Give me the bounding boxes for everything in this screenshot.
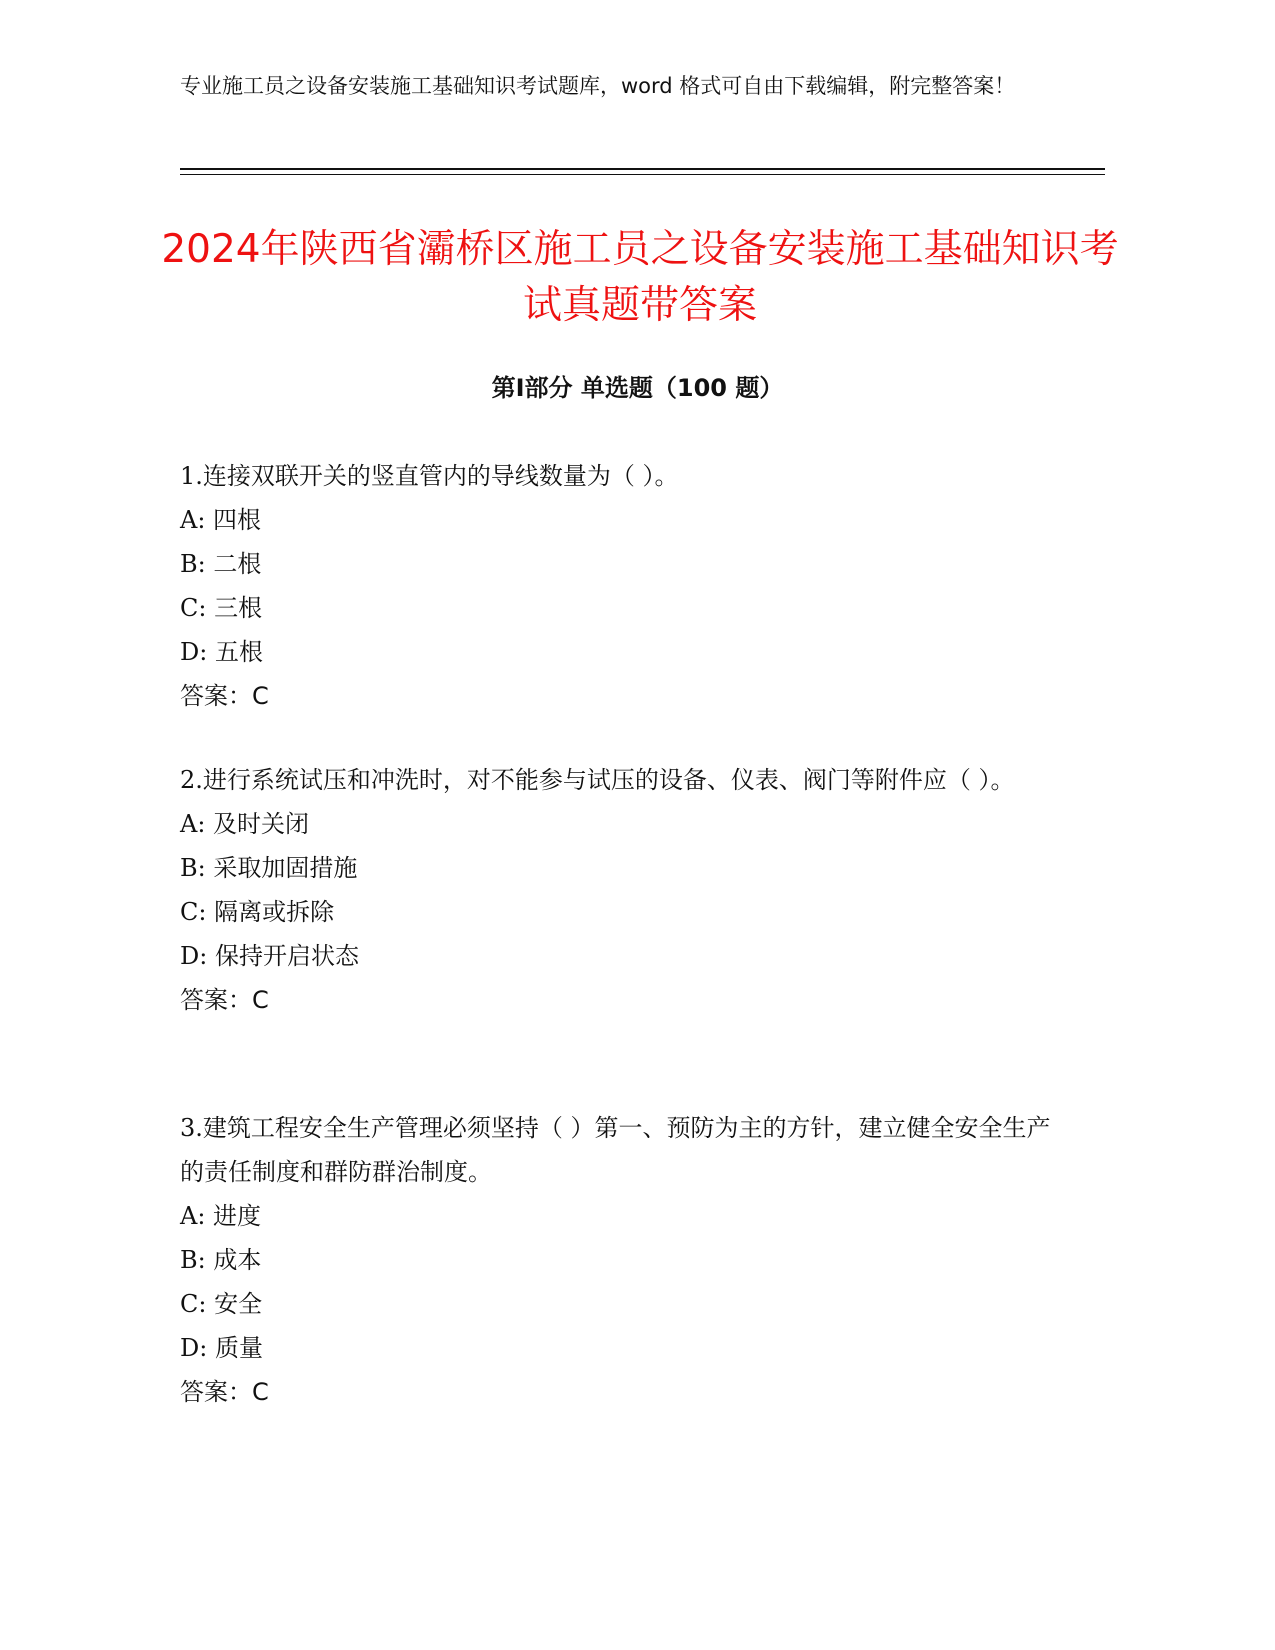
option-a: A: 四根 bbox=[180, 506, 262, 534]
option-a: A: 及时关闭 bbox=[180, 810, 310, 838]
answer: 答案：C bbox=[180, 1378, 269, 1406]
option-c: C: 隔离或拆除 bbox=[180, 898, 335, 926]
option-b: B: 二根 bbox=[180, 550, 262, 578]
option-d: D: 保持开启状态 bbox=[180, 942, 359, 970]
option-a: A: 进度 bbox=[180, 1202, 262, 1230]
header-note: 专业施工员之设备安装施工基础知识考试题库，word 格式可自由下载编辑，附完整答案！ bbox=[180, 74, 1016, 98]
header-divider-thin bbox=[180, 174, 1105, 175]
option-c: C: 三根 bbox=[180, 594, 263, 622]
question-stem: 1.连接双联开关的竖直管内的导线数量为（ ）。 bbox=[180, 462, 679, 490]
option-b: B: 成本 bbox=[180, 1246, 262, 1274]
option-b: B: 采取加固措施 bbox=[180, 854, 358, 882]
question-1 bbox=[180, 454, 1060, 718]
section-title: 第Ⅰ部分 单选题（100 题） bbox=[491, 374, 784, 402]
option-d: D: 五根 bbox=[180, 638, 263, 666]
question-2 bbox=[180, 758, 1060, 1022]
option-c: C: 安全 bbox=[180, 1290, 263, 1318]
question-3 bbox=[180, 1106, 1060, 1414]
answer: 答案：C bbox=[180, 682, 269, 710]
question-stem: 2.进行系统试压和冲洗时，对不能参与试压的设备、仪表、阀门等附件应（ ）。 bbox=[180, 766, 1015, 794]
document-title: 2024年陕西省灞桥区施工员之设备安装施工基础知识考试真题带答案 bbox=[161, 227, 1119, 328]
header-divider-thick bbox=[180, 168, 1105, 170]
answer: 答案：C bbox=[180, 986, 269, 1014]
option-d: D: 质量 bbox=[180, 1334, 263, 1362]
question-stem: 3.建筑工程安全生产管理必须坚持（ ）第一、预防为主的方针，建立健全安全生产的责任制度和群防群治制度。 bbox=[180, 1114, 1051, 1186]
